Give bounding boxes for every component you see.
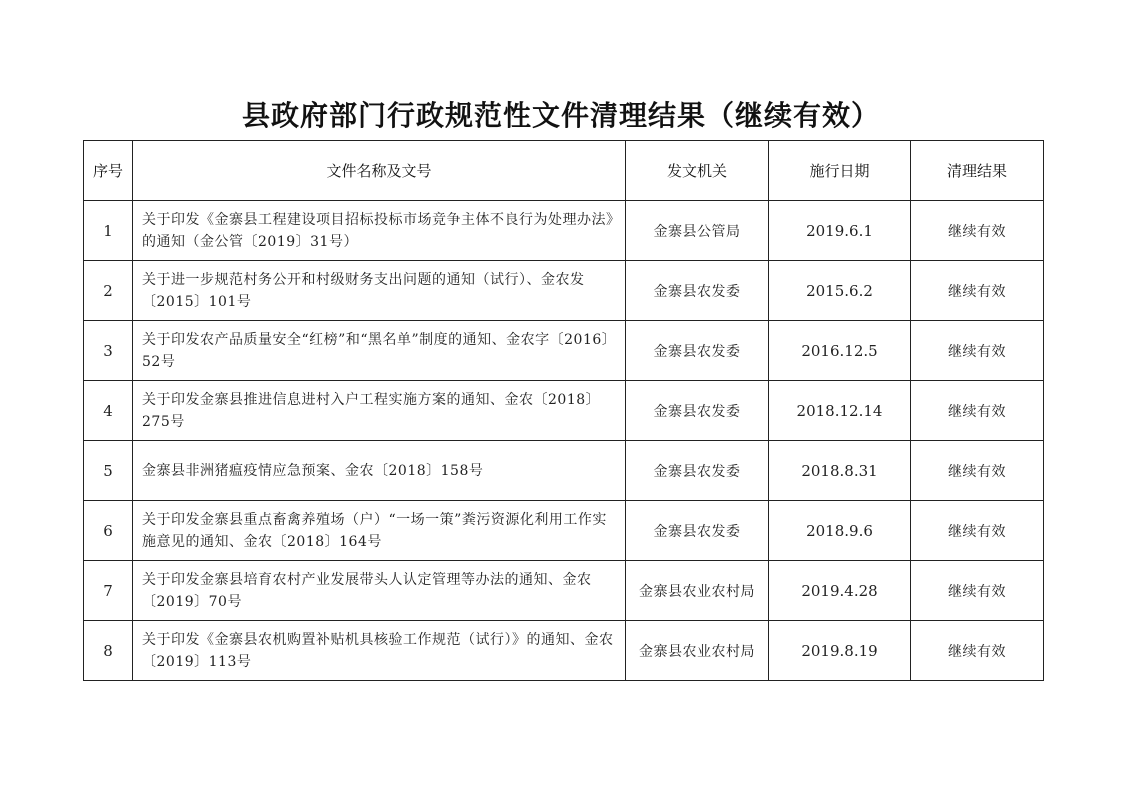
page-title: 县政府部门行政规范性文件清理结果（继续有效）: [241, 99, 880, 132]
table-row: [84, 261, 1044, 321]
row-date: 2015.6.2: [769, 261, 911, 321]
header-file-name: 文件名称及文号: [133, 141, 626, 201]
row-result: 继续有效: [911, 381, 1044, 441]
row-date: 2016.12.5: [769, 321, 911, 381]
row-file-name: 金寨县非洲猪瘟疫情应急预案、金农〔2018〕158号: [142, 462, 484, 479]
table-row: [84, 201, 1044, 261]
row-date: 2018.12.14: [769, 381, 911, 441]
row-seq: 2: [84, 261, 133, 321]
row-issuer: 金寨县农发委: [626, 321, 769, 381]
row-date: 2018.9.6: [769, 501, 911, 561]
row-seq: 4: [84, 381, 133, 441]
row-file-name-cell: [133, 561, 626, 621]
row-file-name: 关于印发金寨县培育农村产业发展带头人认定管理等办法的通知、金农〔2019〕70号: [142, 571, 592, 610]
table-row: [84, 561, 1044, 621]
row-issuer: 金寨县公管局: [626, 201, 769, 261]
row-seq: 7: [84, 561, 133, 621]
row-file-name-cell: [133, 261, 626, 321]
cleanup-results-table: [83, 140, 1044, 681]
row-file-name: 关于印发农产品质量安全“红榜”和“黑名单”制度的通知、金农字〔2016〕52号: [142, 331, 617, 370]
row-file-name: 关于印发《金寨县农机购置补贴机具核验工作规范（试行）》的通知、金农〔2019〕113号: [142, 631, 614, 670]
row-date: 2019.6.1: [769, 201, 911, 261]
row-seq: 6: [84, 501, 133, 561]
row-issuer: 金寨县农业农村局: [626, 621, 769, 681]
row-date: 2019.8.19: [769, 621, 911, 681]
row-seq: 5: [84, 441, 133, 501]
row-file-name-cell: [133, 321, 626, 381]
row-file-name-cell: [133, 201, 626, 261]
row-issuer: 金寨县农发委: [626, 441, 769, 501]
row-file-name: 关于印发金寨县重点畜禽养殖场（户）“一场一策”粪污资源化利用工作实施意见的通知、金农〔2018〕164号: [142, 511, 607, 550]
row-result: 继续有效: [911, 261, 1044, 321]
header-result: 清理结果: [911, 141, 1044, 201]
header-seq: 序号: [84, 141, 133, 201]
table-row: [84, 621, 1044, 681]
table-row: [84, 441, 1044, 501]
row-file-name: 关于印发金寨县推进信息进村入户工程实施方案的通知、金农〔2018〕275号: [142, 391, 601, 430]
row-result: 继续有效: [911, 321, 1044, 381]
table-row: [84, 501, 1044, 561]
row-file-name: 关于进一步规范村务公开和村级财务支出问题的通知（试行）、金农发〔2015〕101号: [142, 271, 585, 310]
header-effective-date: 施行日期: [769, 141, 911, 201]
header-issuer: 发文机关: [626, 141, 769, 201]
row-file-name-cell: [133, 441, 626, 501]
row-issuer: 金寨县农发委: [626, 501, 769, 561]
row-file-name-cell: [133, 621, 626, 681]
row-date: 2019.4.28: [769, 561, 911, 621]
row-seq: 3: [84, 321, 133, 381]
row-seq: 1: [84, 201, 133, 261]
table-header-row: [84, 141, 1044, 201]
row-result: 继续有效: [911, 561, 1044, 621]
row-issuer: 金寨县农发委: [626, 381, 769, 441]
table-row: [84, 381, 1044, 441]
row-result: 继续有效: [911, 621, 1044, 681]
row-file-name: 关于印发《金寨县工程建设项目招标投标市场竞争主体不良行为处理办法》的通知（金公管〔2019〕31号）: [142, 211, 614, 250]
row-result: 继续有效: [911, 441, 1044, 501]
row-issuer: 金寨县农业农村局: [626, 561, 769, 621]
row-result: 继续有效: [911, 501, 1044, 561]
row-file-name-cell: [133, 501, 626, 561]
row-file-name-cell: [133, 381, 626, 441]
row-issuer: 金寨县农发委: [626, 261, 769, 321]
row-date: 2018.8.31: [769, 441, 911, 501]
row-seq: 8: [84, 621, 133, 681]
row-result: 继续有效: [911, 201, 1044, 261]
table-row: [84, 321, 1044, 381]
